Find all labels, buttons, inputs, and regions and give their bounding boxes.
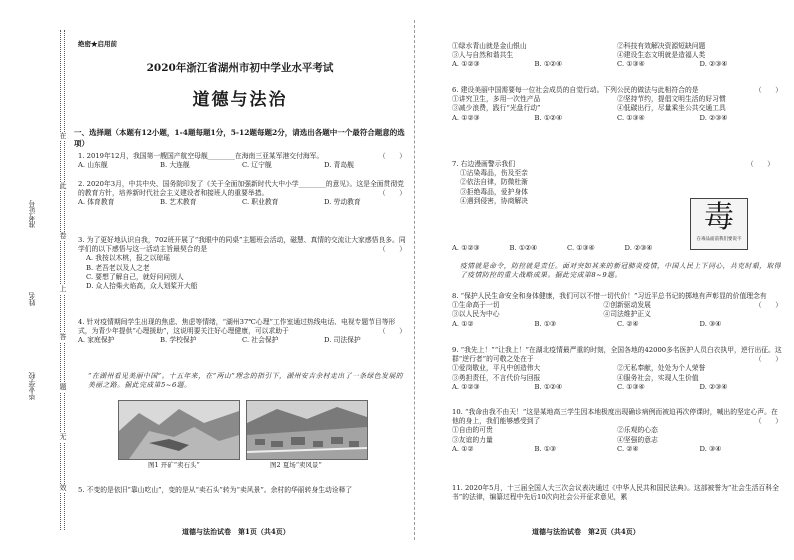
exam-number-field bbox=[28, 200, 37, 228]
statement: ④建设生态文明就是造福人类 bbox=[617, 51, 706, 60]
question-stem: 11. 2020年5月，十三届全国人大三次会议表决通过《中华人民共和国民法典》。这部被誉为“社会生活百科全书”的法律，编纂过程中先后10次向社会公开征求意见，累 bbox=[452, 484, 779, 502]
option: C. ②④ bbox=[617, 319, 639, 328]
page-footer: 道德与法治试卷 第2页（共4页） bbox=[532, 527, 640, 536]
statement: ④司法维护正义 bbox=[603, 310, 651, 319]
option: D. 青岛舰 bbox=[324, 161, 354, 170]
option-row bbox=[78, 198, 406, 207]
option-row bbox=[452, 244, 682, 253]
question-5-continued bbox=[452, 42, 782, 70]
statement: ③减少浪费，践行“光盘行动” bbox=[452, 104, 541, 113]
question-10 bbox=[452, 408, 782, 454]
poster-character: 毒 bbox=[704, 200, 734, 235]
page-footer: 道德与法治试卷 第1页（共4页） bbox=[182, 527, 290, 536]
option: B. ①③ bbox=[534, 319, 557, 328]
binding-line bbox=[60, 30, 61, 530]
option: A. ①②③ bbox=[452, 244, 480, 252]
school-label: 毕业学校 bbox=[28, 372, 36, 400]
option: A. ①② bbox=[452, 319, 474, 328]
option: C. 职业教育 bbox=[242, 198, 279, 207]
option: B. 学校保护 bbox=[160, 336, 197, 345]
option: C. 社会保护 bbox=[242, 336, 279, 345]
answer-paren: （ ） bbox=[754, 355, 782, 364]
binding-char: 在 bbox=[59, 132, 67, 140]
question-3 bbox=[78, 236, 406, 291]
statement: ③人与自然和谐共生 bbox=[452, 51, 514, 60]
option: D. ②③④ bbox=[699, 382, 728, 391]
statement: ①沾染毒品，伤及至亲 bbox=[460, 169, 528, 178]
question-stem: 2. 2020年3月，中共中央、国务院印发了《关于全面加强新时代大中小学________的意见》。这是全面贯彻党的教育方针，培养新时代社会主义建设者和接班人的重要举措。 bbox=[78, 180, 404, 198]
confidential-mark: 绝密★启用前 bbox=[78, 40, 117, 48]
statement: ①自由的可贵 bbox=[452, 426, 493, 435]
poster-caption: 在毒品面前我们要说不 bbox=[696, 237, 742, 242]
figure-2-caption: 图2 夏场“卖风景” bbox=[270, 461, 322, 469]
option: B. ①③ bbox=[534, 444, 557, 453]
option: A. ①② bbox=[452, 444, 474, 453]
binding-char: 卷 bbox=[59, 232, 67, 240]
question-stem: 1. 2019年12月，我国第一艘国产航空母舰________在海南三亚某军港交付海军。 bbox=[78, 152, 324, 160]
statement-list bbox=[452, 426, 782, 444]
option-row bbox=[452, 114, 782, 123]
statement-list bbox=[452, 42, 782, 60]
binding-char: 此 bbox=[59, 182, 67, 190]
option-row bbox=[452, 383, 782, 392]
statement: ②乐观的心态 bbox=[617, 426, 658, 435]
exam-title: 2020年浙江省湖州市初中学业水平考试 bbox=[146, 62, 334, 74]
figure-group bbox=[118, 400, 386, 470]
option: A. ①②③ bbox=[452, 382, 480, 391]
statement: ③以人民为中心 bbox=[452, 310, 500, 319]
option: B. ①②④ bbox=[534, 60, 563, 69]
statement: ②无私奉献，处处为个人荣誉 bbox=[617, 364, 706, 373]
question-stem: 8. “保护人民生命安全和身体健康，我们可以不惜一切代价！”习近平总书记的掷地有声彰显的价值理念有 bbox=[452, 292, 767, 300]
passage: “在湖州看见美丽中国”。十五年来，在“两山”理念的指引下，湖州安吉余村走出了一条绿色发展的美丽之路。据此完成第5~6题。 bbox=[88, 372, 404, 390]
binding-char: 无 bbox=[59, 433, 67, 441]
statement-list bbox=[452, 364, 782, 382]
question-7 bbox=[452, 160, 682, 206]
statement: ③拒绝毒品，爱护身体 bbox=[460, 187, 528, 196]
answer-paren: （ ） bbox=[378, 245, 406, 254]
question-stem: 7. 右边漫画警示我们 bbox=[452, 160, 516, 168]
question-4 bbox=[78, 318, 406, 346]
answer-paren: （ ） bbox=[378, 189, 406, 198]
option: C. 要想了解自己，就好问问别人 bbox=[86, 272, 184, 281]
question-2 bbox=[78, 180, 406, 208]
question-1 bbox=[78, 152, 406, 170]
answer-paren: （ ） bbox=[754, 86, 782, 94]
statement: ①生命高于一切 bbox=[452, 301, 500, 310]
option: B. ①②④ bbox=[534, 382, 563, 391]
option: C. ①③④ bbox=[617, 382, 645, 391]
passage: 疫情就是命令，防控就是责任。面对突如其来的新冠肺炎疫情，中国人民上下同心，共克时艰，取得了疫情防控的重大战略成果。据此完成第8~9题。 bbox=[460, 262, 782, 280]
statement: ②创新驱动发展 bbox=[603, 301, 651, 310]
answer-paren: （ ） bbox=[754, 417, 782, 426]
question-stem: 4. 针对疫情期间学生出现的焦虑、焦虑等情绪，“湖州37℃心理”工作室通过热线电话、电视专题节目等形式，为青少年提供“心理援助”，这说明要关注好心理健康，可以求助于 bbox=[78, 318, 396, 336]
option: A. 我按以木桃，报之以琼瑶 bbox=[86, 254, 170, 263]
exam-number-label: 准考证号 bbox=[28, 200, 36, 228]
statement: ④坚强的意志 bbox=[617, 435, 658, 444]
statement: ②依法自律，防微杜渐 bbox=[460, 178, 528, 187]
right-page bbox=[414, 0, 794, 560]
option: D. 众人拾柴火焰高，众人划桨开大船 bbox=[86, 281, 198, 290]
statement: ②坚持节约，提倡文明生活的好习惯 bbox=[617, 95, 726, 104]
option: A. ①②③ bbox=[452, 60, 480, 69]
option: D. ②③④ bbox=[699, 113, 728, 122]
name-label: 姓名 bbox=[28, 292, 36, 306]
option: C. ①③④ bbox=[617, 60, 645, 69]
answer-paren: （ ） bbox=[378, 152, 406, 160]
question-8 bbox=[452, 292, 782, 329]
option: A. ①②③ bbox=[452, 113, 480, 122]
option: C. 辽宁舰 bbox=[242, 161, 272, 170]
option: A. 家庭保护 bbox=[78, 336, 115, 345]
option: B. 艺术教育 bbox=[160, 198, 197, 207]
question-9 bbox=[452, 346, 782, 392]
quarry-photo bbox=[118, 400, 240, 460]
statement: ①爱岗敬业，平凡中创造伟大 bbox=[452, 364, 541, 373]
question-stem: 5. 不变的是依旧“靠山吃山”，变的是从“卖石头”转为“卖风景”。余村的华丽转身生动诠释了 bbox=[78, 486, 353, 494]
binding-char: 答 bbox=[59, 333, 67, 341]
statement-list bbox=[452, 301, 755, 319]
question-7-paren: （ ） bbox=[746, 160, 774, 168]
statement: ②科技有效解决资源短缺问题 bbox=[617, 42, 706, 50]
statement: ①绿水青山就是金山银山 bbox=[452, 42, 527, 50]
option: C. ①③④ bbox=[617, 113, 645, 122]
option: D. ②③④ bbox=[624, 244, 653, 252]
answer-paren: （ ） bbox=[754, 301, 782, 310]
question-stem: 10. “我命由我不由天！”这是某地高三学生因本地极度出现确诊病例而被迫再次停课时，喊出的坚定心声。在他的身上，我们能够感受到了 bbox=[452, 408, 778, 426]
village-photo bbox=[246, 400, 368, 460]
option: A. 体育教育 bbox=[78, 198, 115, 207]
option: B. 老吾老以及人之老 bbox=[86, 263, 150, 272]
option: C. ①③④ bbox=[567, 244, 595, 252]
statement: ④低碳出行，尽量乘坐公共交通工具 bbox=[617, 104, 726, 113]
question-stem: 9. “我先上！”“让我上！”在湖北疫情最严重的时刻，全国各地的42000多名医护人员白衣执甲，逆行出征。这群“逆行者”的可敬之处在于 bbox=[452, 346, 782, 364]
name-field bbox=[28, 292, 37, 306]
subject-title: 道德与法治 bbox=[192, 90, 288, 110]
section-heading: 一、选择题（本题有12小题，1-4题每题1分，5-12题每题2分，请选出各题中一个最符合题意的选项） bbox=[74, 128, 405, 148]
binding-char: 效 bbox=[59, 484, 67, 492]
school-field bbox=[28, 372, 37, 400]
answer-paren: （ ） bbox=[378, 327, 406, 336]
question-11 bbox=[452, 484, 782, 502]
figure-1-caption: 图1 开矿“卖石头” bbox=[148, 461, 200, 469]
statement: ④遇到侵害，协商解决 bbox=[460, 196, 528, 205]
option: A. 山东舰 bbox=[78, 161, 108, 170]
statement-list bbox=[452, 95, 782, 113]
option: B. 大连舰 bbox=[160, 161, 190, 170]
option-row bbox=[452, 445, 782, 454]
statement: ③勇担责任，不言代价与回报 bbox=[452, 373, 541, 382]
question-6 bbox=[452, 86, 782, 123]
binding-char: 上 bbox=[59, 285, 67, 293]
option: D. ②③④ bbox=[699, 60, 728, 69]
question-7-options bbox=[452, 244, 682, 253]
question-5 bbox=[78, 486, 378, 495]
option: D. ③④ bbox=[699, 444, 722, 453]
option-row bbox=[452, 60, 782, 69]
statement: ①讲究卫生，多用一次性产品 bbox=[452, 95, 541, 104]
statement: ④服务社会，实现人生价值 bbox=[617, 373, 699, 382]
binding-line bbox=[64, 30, 65, 530]
option: C. ②④ bbox=[617, 444, 639, 453]
drug-cartoon bbox=[690, 198, 748, 250]
binding-margin bbox=[0, 0, 70, 560]
option-row bbox=[452, 320, 782, 329]
option: B. ①②④ bbox=[509, 244, 538, 252]
statement: ③友谊的力量 bbox=[452, 435, 493, 444]
option: D. 司法保护 bbox=[324, 336, 361, 345]
option: D. 劳动教育 bbox=[324, 198, 361, 207]
question-stem: 3. 为了更好地认识自我，702班开展了“我眼中的同桌”主题班会活动，磁慧、真情的交流让大家感悟良多。同学们的以下感悟与这一活动主旨最契合的是 bbox=[78, 236, 406, 254]
option: B. ①②④ bbox=[534, 113, 563, 122]
option-row bbox=[78, 161, 406, 170]
option: D. ③④ bbox=[699, 319, 722, 328]
binding-char: 题 bbox=[59, 383, 67, 391]
question-stem: 6. 建设美丽中国需要每一位社会成员的自觉行动。下列公民的做法与此相符合的是 bbox=[452, 86, 699, 94]
option-row bbox=[78, 336, 406, 345]
